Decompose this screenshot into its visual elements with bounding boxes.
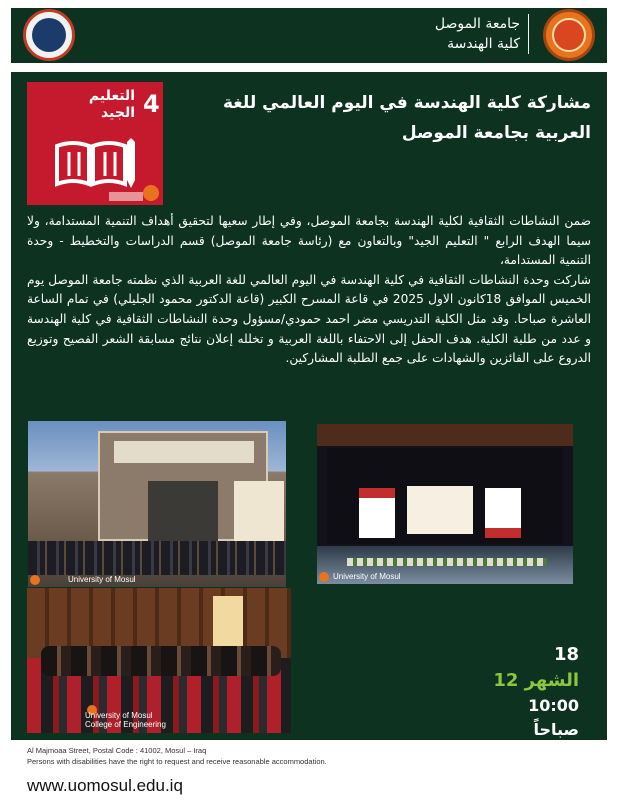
sdg-title xyxy=(89,88,135,122)
watermark-logo-icon xyxy=(30,575,40,585)
university-logo xyxy=(543,9,595,61)
sdg-college-logo xyxy=(143,185,159,201)
sdg-title-line2: الجيد xyxy=(101,105,135,121)
university-name: جامعة الموصل xyxy=(434,16,520,32)
event-place: كلية الهندسة xyxy=(490,744,579,760)
website-link[interactable]: www.uomosul.edu.iq xyxy=(27,776,183,795)
article-body: ضمن النشاطات الثقافية لكلية الهندسة بجامعة الموصل، وفي إطار سعيها لتحقيق أهداف التنمية المستدامة، ولا سيما الهدف الرابع " التعليم الجيد" وبالتعاون مع (رئاسة جامعة الموصل) قسم الدراسات والتخطيط - وحدة التنمية المستدامة، شاركت وحدة النشاطات الثقافية في كلية الهندسة في اليوم العالمي للغة العربية الذي نظمته جامعة الموصل يوم الخميس الموافق 18كانون الاول 2025 في قاعة المسرح الكبير (قاعة الدكتور محمود الجليلي) في تمام الساعة العاشرة صباحا. وقد مثل الكلية التدريسي مضر احمد حمودي/مسؤول وحدة النشاطات الثقافية في كلية الهندسة و عدد من طلبة الكلية. هدف الحفل إلى الاحتفاء باللغة العربية و تخلله إعلان نتائج مسابقة الشعر الفصيح وتوزيع الدروع على الفائزين والشهادات على جمع الطلبة المشاركين. xyxy=(27,214,592,366)
photo-watermark: University of Mosul xyxy=(333,572,401,581)
book-pencil-icon xyxy=(53,136,137,190)
event-month-label: الشهر xyxy=(524,670,579,691)
sdg-badge xyxy=(27,82,163,205)
header-bar xyxy=(11,8,607,63)
event-details xyxy=(481,642,579,762)
header-titles xyxy=(435,14,529,54)
photo-audience xyxy=(27,588,291,733)
footer-accessibility: Persons with disabilities have the right to request and receive reasonable accommodation. xyxy=(27,757,327,766)
photo-stage-event xyxy=(317,424,573,584)
photo-watermark: University of Mosul College of Engineering xyxy=(85,711,166,729)
sdg-number: 4 xyxy=(143,90,160,118)
college-name: كلية الهندسة xyxy=(447,36,520,52)
sdg-footer-text xyxy=(109,192,143,201)
sdg-title-line1: التعليم xyxy=(88,88,135,104)
photo-watermark: University of Mosul xyxy=(68,575,136,584)
event-time: 10:00 صباحاً xyxy=(528,696,579,739)
event-month-row xyxy=(481,668,579,694)
footer xyxy=(27,745,587,797)
event-month: 12 xyxy=(493,670,519,691)
footer-address: Al Majmoaa Street, Postal Code : 41002, Mosul – Iraq xyxy=(27,746,207,755)
watermark-logo-icon xyxy=(319,572,329,582)
photo-group-outside-hall xyxy=(28,421,286,587)
college-logo xyxy=(23,9,75,61)
event-day: 18 xyxy=(553,644,579,665)
article-title: مشاركة كلية الهندسة في اليوم العالمي للغة العربية بجامعة الموصل xyxy=(223,93,591,143)
